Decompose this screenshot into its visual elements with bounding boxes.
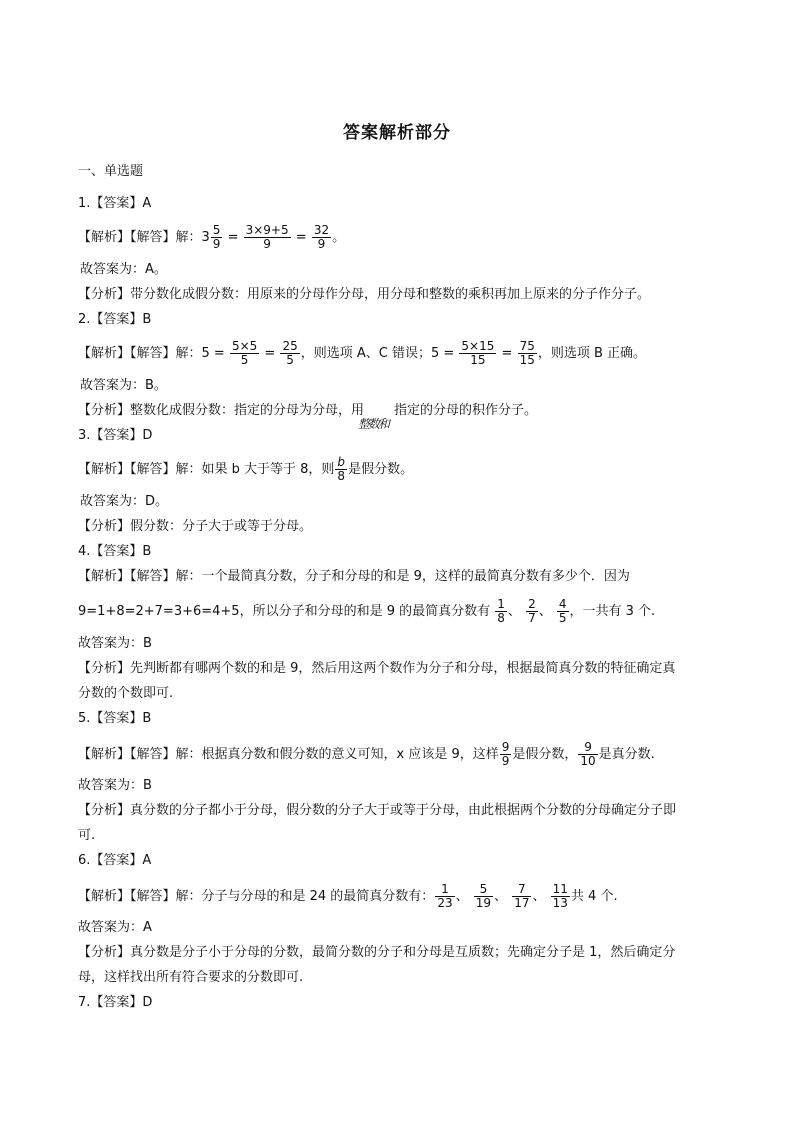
- q6-answer: 6.【答案】A: [78, 853, 152, 868]
- q4-fraction-3: $\frac{4}{5}$: [558, 597, 567, 625]
- q4-analysis-line1: 【分析】先判断都有哪两个数的和是 9，然后用这两个数作为分子和分母，根据最简真分数的特征确定真: [78, 661, 676, 676]
- q1-result: 故答案为：A。: [80, 262, 167, 277]
- q3-answer: 3.【答案】D: [78, 428, 153, 443]
- q2-analysis: 【分析】整数化成假分数：指定的分母为分母，用 整数和 指定的分母的积作分子。: [78, 403, 538, 431]
- q4-fraction-1: $\frac{1}{8}$: [497, 597, 505, 625]
- q4-analysis-line2: 分数的个数即可.: [78, 686, 174, 701]
- q3-result: 故答案为：D。: [80, 494, 169, 509]
- q6-explanation: 【解析】【解答】解：分子与分母的和是 24 的最简真分数有： $\frac{1}{23}$ 、 $\frac{5}{19}$ 、 $\frac{7}{17}$ 、 $\frac{11}{13}$ 共 4 个.: [78, 882, 618, 910]
- section-heading: 一、单选题: [78, 164, 144, 179]
- q2-answer: 2.【答案】B: [78, 312, 152, 327]
- q4-result: 故答案为：B: [78, 636, 152, 651]
- q5-analysis-line2: 可.: [78, 828, 96, 843]
- q6-analysis-line1: 【分析】真分数是分子小于分母的分数，最简分数的分子和分母是互质数；先确定分子是 1，然后确定分: [78, 945, 676, 960]
- q2-fraction-4: $\frac{75}{15}$: [519, 339, 535, 367]
- q3-fraction: $\frac{b}{8}$: [337, 455, 346, 483]
- q5-analysis-line1: 【分析】真分数的分子都小于分母，假分数的分子大于或等于分母，由此根据两个分数的分母确定分子即: [78, 803, 677, 818]
- q3-analysis: 【分析】假分数：分子大于或等于分母。: [78, 519, 313, 534]
- q1-mixed-fraction: $\frac{5}{9}$: [212, 223, 221, 251]
- q6-fraction-3: $\frac{7}{17}$: [514, 882, 530, 910]
- q6-fraction-2: $\frac{5}{19}$: [475, 882, 492, 910]
- q1-explanation: 【解析】【解答】解：3 $\frac{5}{9}$ = $\frac{3\times 9+5}{9}$ = $\frac{32}{9}$ 。: [78, 223, 346, 251]
- q1-fraction-2: $\frac{3\times 9+5}{9}$: [245, 223, 289, 251]
- q7-answer: 7.【答案】D: [78, 995, 153, 1010]
- q5-fraction-2: $\frac{9}{10}$: [580, 740, 596, 768]
- q4-explanation-line1: 【解析】【解答】解：一个最简真分数，分子和分母的和是 9，这样的最简真分数有多少个．因为: [78, 569, 630, 584]
- q4-explanation-line2: 9=1+8=2+7=3+6=4+5，所以分子和分母的和是 9 的最简真分数有 $\frac{1}{8}$ 、 $\frac{2}{7}$ 、 $\frac{4}{5}$ ，一共有 3 个.: [78, 597, 656, 625]
- q2-fraction-3: $\frac{5\times 15}{15}$: [461, 339, 495, 367]
- q6-analysis-line2: 母，这样找出所有符合要求的分数即可.: [78, 970, 304, 985]
- q1-fraction-3: $\frac{32}{9}$: [313, 223, 330, 251]
- q2-result: 故答案为：B。: [80, 378, 167, 393]
- q2-explanation: 【解析】【解答】解：5 = $\frac{5\times 5}{5}$ = $\frac{25}{5}$ ，则选项 A、C 错误；5 = $\frac{5\times 15}{15}$ = $\frac{75}{15}$ ，则选项 B 正确。: [78, 339, 647, 367]
- q3-explanation: 【解析】【解答】解：如果 b 大于等于 8，则 $\frac{b}{8}$ 是假分数。: [78, 455, 414, 483]
- q6-fraction-1: $\frac{1}{23}$: [437, 882, 453, 910]
- q6-fraction-4: $\frac{11}{13}$: [552, 882, 568, 910]
- q5-result: 故答案为：B: [78, 778, 152, 793]
- q1-answer: 1.【答案】A: [78, 196, 152, 211]
- q4-fraction-2: $\frac{2}{7}$: [528, 597, 536, 625]
- q5-answer: 5.【答案】B: [78, 711, 152, 726]
- q5-explanation: 【解析】【解答】解：根据真分数和假分数的意义可知，x 应该是 9，这样 $\frac{9}{9}$ 是假分数， $\frac{9}{10}$ 是真分数.: [78, 740, 655, 768]
- q2-fraction-1: $\frac{5\times 5}{5}$: [231, 339, 258, 367]
- q6-result: 故答案为：A: [78, 920, 152, 935]
- q2-fraction-2: $\frac{25}{5}$: [282, 339, 298, 367]
- q4-answer: 4.【答案】B: [78, 544, 152, 559]
- page-title: 答案解析部分: [343, 123, 451, 143]
- q5-fraction-1: $\frac{9}{9}$: [501, 740, 510, 768]
- q1-analysis: 【分析】带分数化成假分数：用原来的分母作分母，用分母和整数的乘积再加上原来的分子作分子。: [78, 287, 651, 302]
